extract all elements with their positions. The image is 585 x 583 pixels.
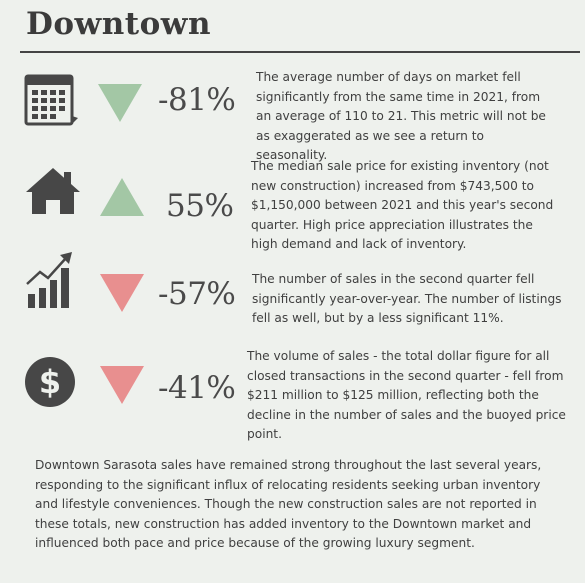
down-arrow-icon	[100, 366, 144, 404]
down-arrow-icon	[100, 274, 144, 312]
metric-value: 55%	[166, 188, 234, 224]
calendar-icon	[24, 74, 80, 134]
metric-value: -57%	[158, 276, 236, 312]
dollar-icon	[24, 356, 76, 412]
metric-description: The number of sales in the second quarter fell significantly year-over-year. The number of listings fell as well, but by a less significant 11%.	[252, 272, 562, 325]
down-arrow-icon	[98, 84, 142, 122]
metric-value: -81%	[158, 82, 236, 118]
summary-paragraph: Downtown Sarasota sales have remained strong throughout the last several years, responding to the significant influx of relocating residents seeking urban inventory and lifestyle conveniences. Though the new construction sales are not reported in these totals, new construction has added inventory to the Downtown market and influenced both pace and price because of the growing luxury segment.	[35, 458, 542, 550]
metric-description: The average number of days on market fell significantly from the same time in 2021, from an average of 110 to 21. This metric will not be as exaggerated as we see a return to seasonality.	[256, 70, 546, 162]
house-icon	[24, 166, 82, 220]
svg-text:$: $	[38, 363, 62, 401]
up-arrow-icon	[100, 178, 144, 216]
metric-description: The median sale price for existing inventory (not new construction) increased from $743,500 to $1,150,000 between 2021 and this year's second quarter. High price appreciation illustrates the high demand and lack of inventory.	[251, 159, 554, 251]
growth-chart-icon	[24, 250, 78, 314]
page-title: Downtown	[26, 6, 212, 42]
metric-description: The volume of sales - the total dollar figure for all closed transactions in the second quarter - fell from $211 million to $125 million, reflecting both the decline in the number of sales and the buoyed price point.	[247, 349, 566, 441]
metric-value: -41%	[158, 370, 236, 406]
title-divider	[20, 51, 580, 53]
